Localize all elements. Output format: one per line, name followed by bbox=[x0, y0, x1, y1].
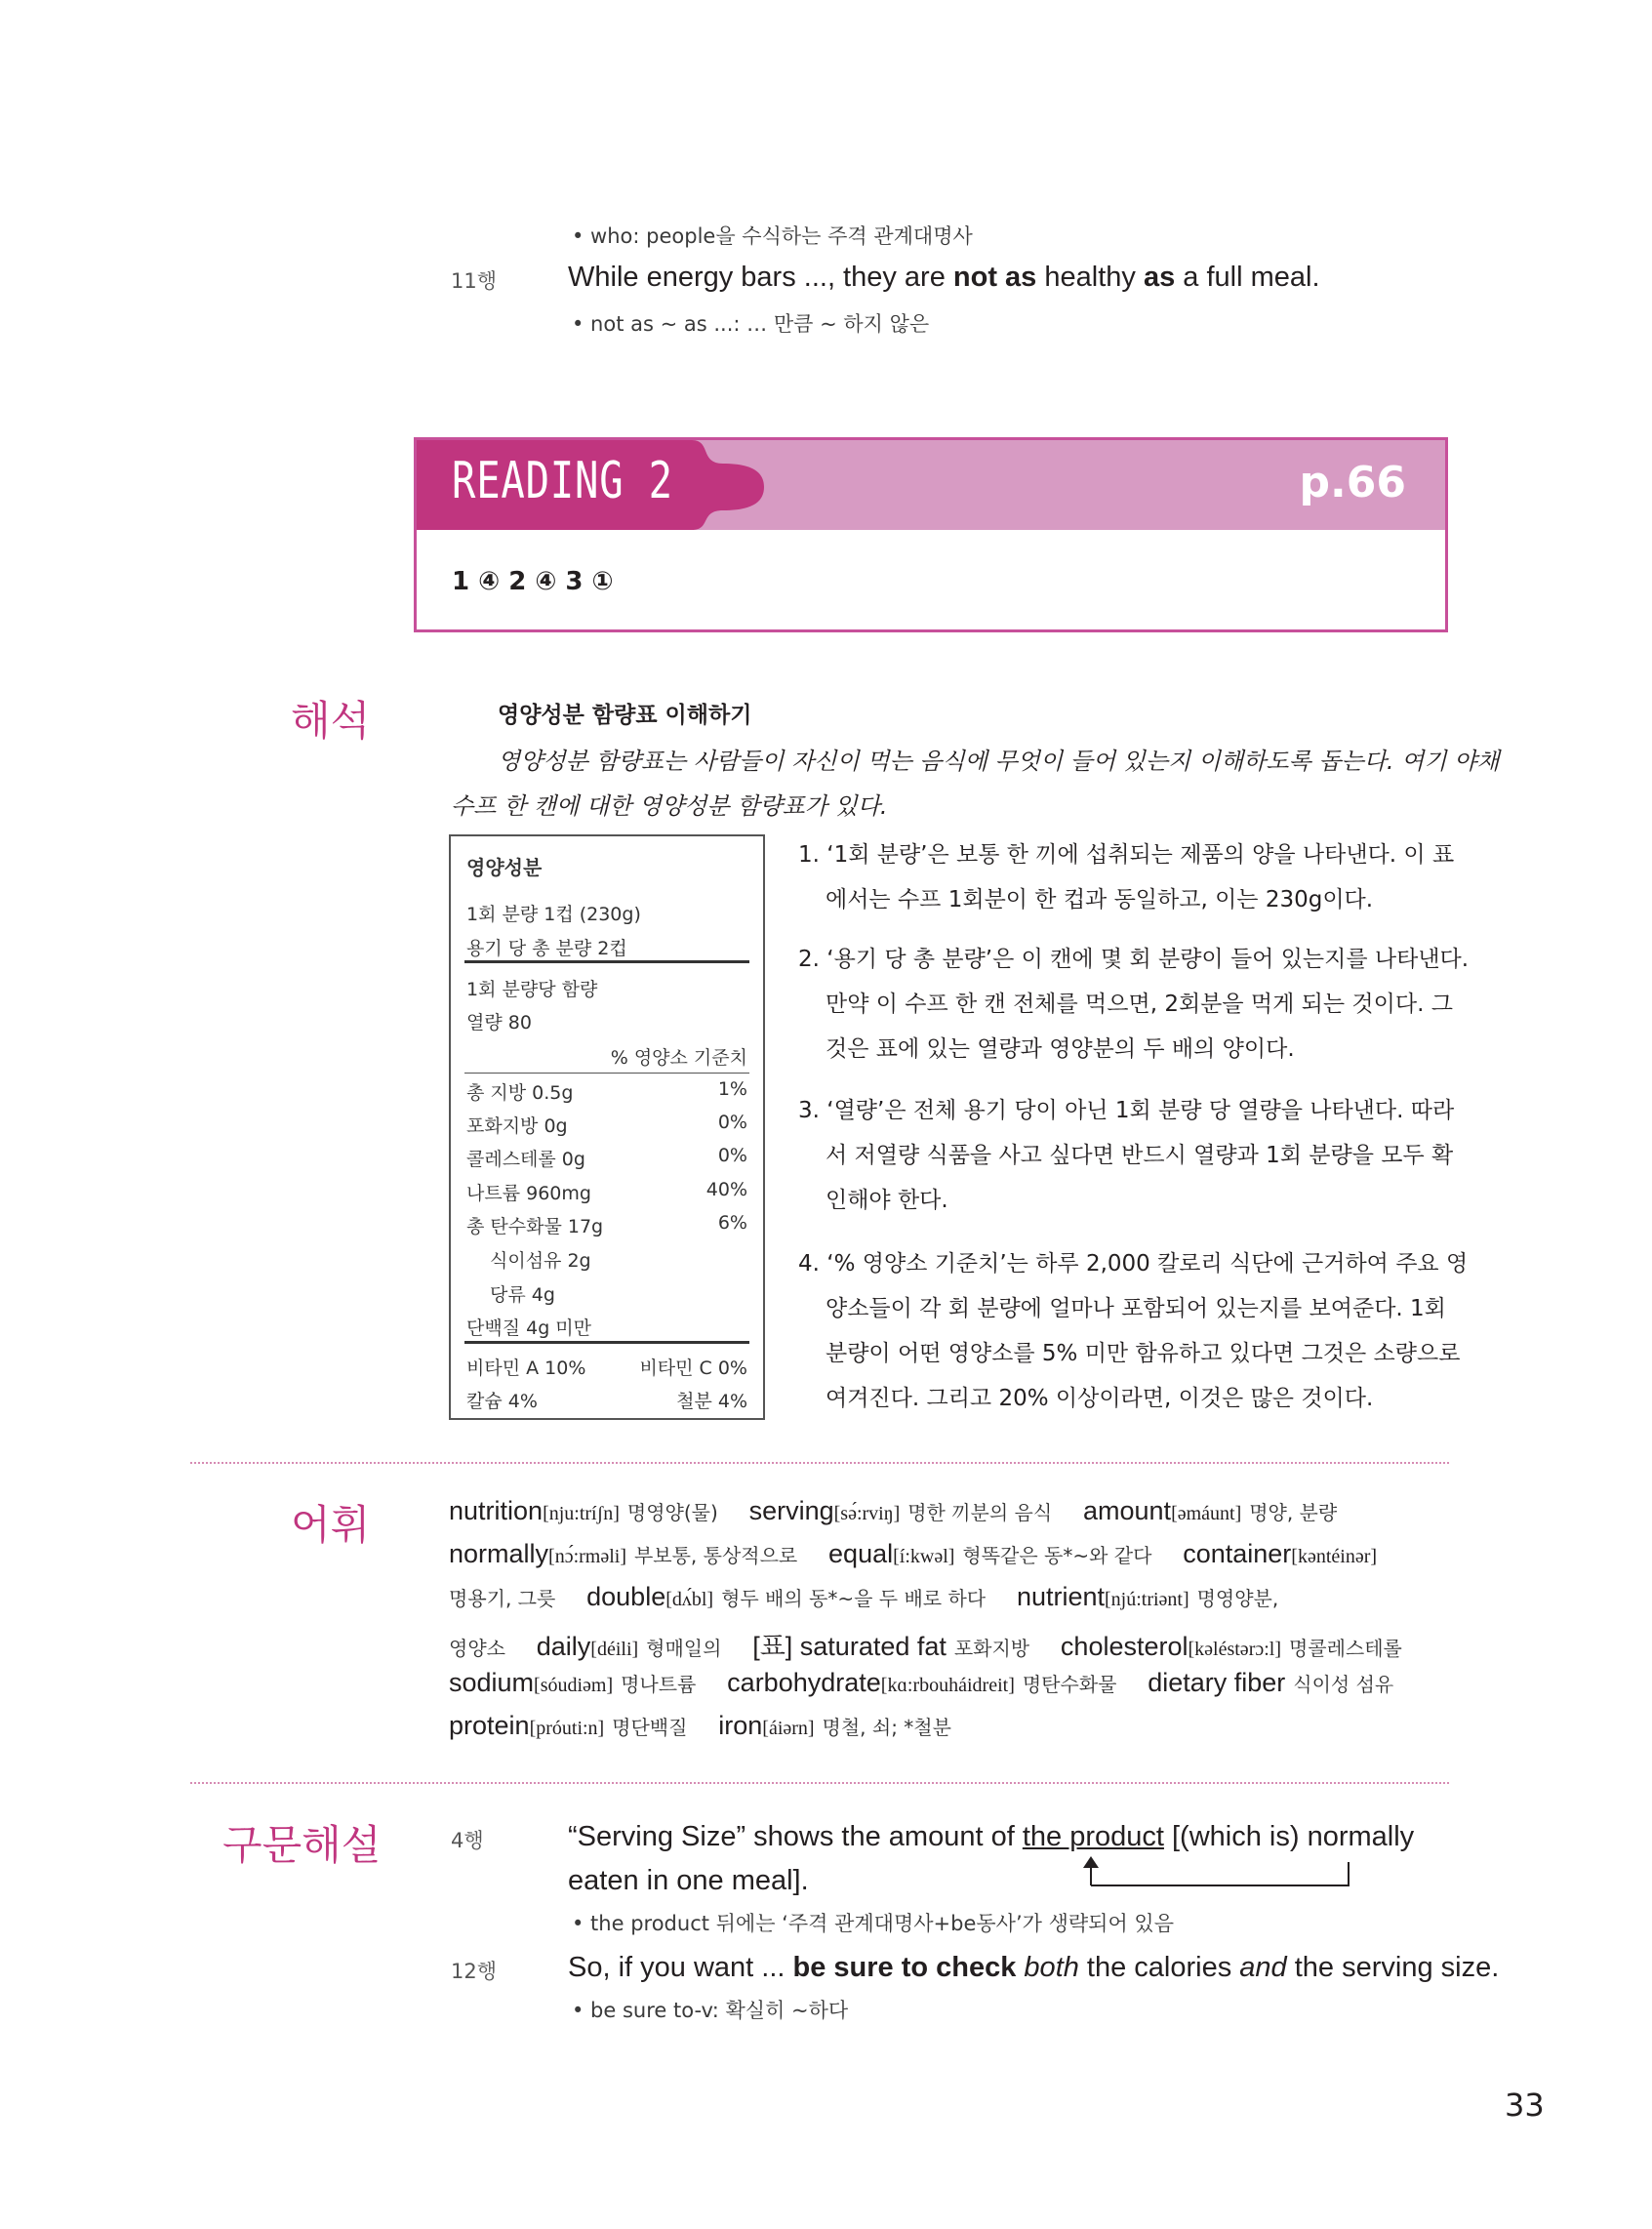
vocab-line bbox=[449, 1496, 1337, 1526]
label-nutrient-row bbox=[466, 1145, 747, 1171]
sentence-bold: as bbox=[1143, 262, 1176, 293]
vocab-word: iron bbox=[718, 1711, 763, 1740]
label-divider bbox=[464, 1341, 749, 1344]
sentence-italic: both bbox=[1016, 1952, 1079, 1983]
vocab-meaning: 명한 끼분의 음식 bbox=[907, 1501, 1053, 1524]
vocab-meaning: 영양소 bbox=[449, 1637, 505, 1660]
sentence-part: the serving size. bbox=[1286, 1952, 1500, 1983]
line-number: 12행 bbox=[451, 1960, 498, 1983]
explanation-line: 것은 표에 있는 열량과 영양분의 두 배의 양이다. bbox=[826, 1036, 1295, 1062]
explanation-item bbox=[798, 832, 1454, 922]
label-divider bbox=[464, 1073, 749, 1074]
nutrient-name: 콜레스테롤 0g bbox=[466, 1149, 585, 1170]
explanation-line: 서 저열량 식품을 사고 싶다면 반드시 열량과 1회 분량을 모두 확 bbox=[826, 1143, 1454, 1168]
vocab-pron: [sóudiəm] bbox=[534, 1675, 614, 1696]
vocab-word: nutrition bbox=[449, 1496, 544, 1525]
nutrient-pct: 0% bbox=[717, 1112, 747, 1133]
vocab-meaning: 식이성 섬유 bbox=[1293, 1673, 1394, 1696]
vocab-word: protein bbox=[449, 1711, 530, 1740]
sentence-part: the calories bbox=[1078, 1952, 1240, 1983]
explanation-line: 4. ‘% 영양소 기준치’는 하루 2,000 칼로리 식단에 근거하여 주요 영 bbox=[798, 1251, 1469, 1277]
reading-title: READING 2 bbox=[452, 452, 673, 510]
vocab-meaning: 명나트륨 bbox=[621, 1673, 697, 1696]
vocab-meaning: 명영양분, bbox=[1196, 1587, 1279, 1610]
label-calories: 열량 80 bbox=[466, 1012, 532, 1033]
vocab-pron: [nju:tríʃn] bbox=[543, 1503, 620, 1524]
usage-note: • be sure to-v: 확실히 ~하다 bbox=[572, 1999, 849, 2022]
section-heading-translation: 해석 bbox=[291, 697, 371, 745]
translation-title: 영양성분 함량표 이해하기 bbox=[498, 703, 752, 728]
nutrient-name: 총 지방 0.5g bbox=[466, 1082, 574, 1104]
vocab-word: normally bbox=[449, 1539, 549, 1568]
calcium: 칼슘 4% bbox=[466, 1391, 538, 1412]
label-nutrient-row bbox=[466, 1078, 747, 1105]
explanation-line: 인해야 한다. bbox=[826, 1188, 948, 1213]
vocab-meaning: 명철, 쇠; *철분 bbox=[822, 1716, 951, 1739]
label-per-serving: 1회 분량당 함량 bbox=[466, 979, 598, 1000]
explanation-line: 양소들이 각 회 분량에 얼마나 포함되어 있는지를 보여준다. 1회 bbox=[826, 1296, 1446, 1321]
vocab-pron: [sə́:rviŋ] bbox=[833, 1503, 901, 1524]
vocab-line bbox=[449, 1625, 1402, 1663]
explanation-line: 여겨진다. 그리고 20% 이상이라면, 이것은 많은 것이다. bbox=[826, 1386, 1374, 1411]
vocab-pron: [dʌ́bl] bbox=[665, 1589, 714, 1610]
section-divider bbox=[190, 1782, 1449, 1784]
reading-page-ref: p.66 bbox=[1299, 458, 1406, 507]
vocab-word: dietary fiber bbox=[1148, 1668, 1286, 1697]
vocab-word: [표] saturated fat bbox=[752, 1632, 947, 1661]
vocab-pron: [kəléstərɔ:l] bbox=[1188, 1639, 1281, 1660]
explanation-line: 2. ‘용기 당 총 분량’은 이 캔에 몇 회 분량이 들어 있는지를 나타낸다. bbox=[798, 947, 1470, 972]
antecedent: the product bbox=[1022, 1821, 1164, 1852]
explanation-line: 1. ‘1회 분량’은 보통 한 끼에 섭취되는 제품의 양을 나타낸다. 이 표 bbox=[798, 842, 1455, 868]
iron: 철분 4% bbox=[676, 1391, 747, 1412]
sentence-part: So, if you want ... bbox=[568, 1952, 793, 1983]
vocab-word: carbohydrate bbox=[727, 1668, 881, 1697]
vocab-meaning: 명영양(물) bbox=[626, 1501, 718, 1524]
label-serving: 1회 분량 1컵 (230g) bbox=[466, 904, 641, 925]
sentence-italic: and bbox=[1239, 1952, 1287, 1983]
vocab-word: equal bbox=[828, 1539, 894, 1568]
usage-note: • the product 뒤에는 ‘주격 관계대명사+be동사’가 생략되어 있음 bbox=[572, 1912, 1174, 1935]
vocab-meaning: 명탄수화물 bbox=[1022, 1673, 1117, 1696]
vitamin-a: 비타민 A 10% bbox=[466, 1358, 586, 1379]
vocab-pron: [kəntéinər] bbox=[1291, 1546, 1378, 1567]
label-nutrient-row bbox=[466, 1212, 747, 1238]
nutrient-name: 총 탄수화물 17g bbox=[466, 1216, 604, 1237]
example-sentence: eaten in one meal]. bbox=[568, 1865, 809, 1896]
vocab-word: container bbox=[1183, 1539, 1292, 1568]
label-protein: 단백질 4g 미만 bbox=[466, 1317, 591, 1339]
relative-clause-arrow-icon bbox=[1073, 1852, 1366, 1893]
vocab-word: daily bbox=[536, 1632, 591, 1661]
vocab-pron: [áiərn] bbox=[762, 1718, 815, 1739]
translation-intro: 수프 한 캔에 대한 영양성분 함량표가 있다. bbox=[451, 792, 888, 820]
vocab-pron: [déili] bbox=[590, 1639, 639, 1660]
dv-header-text: % 영양소 기준치 bbox=[610, 1047, 747, 1069]
vocab-meaning: 형매일의 bbox=[646, 1637, 722, 1660]
label-nutrient-row bbox=[466, 1112, 747, 1138]
nutrition-facts-label bbox=[449, 834, 765, 1420]
reading-header-bar bbox=[417, 440, 1445, 530]
section-heading-vocab: 어휘 bbox=[291, 1501, 371, 1549]
sentence-part: [(which is) normally bbox=[1163, 1821, 1415, 1852]
puzzle-tab-icon bbox=[672, 440, 780, 530]
explanation-line: 3. ‘열량’은 전체 용기 당이 아닌 1회 분량 당 열량을 나타낸다. 따라 bbox=[798, 1098, 1455, 1123]
sentence-bold: be sure to check bbox=[792, 1952, 1017, 1983]
reading-answer-box bbox=[414, 437, 1448, 632]
sentence-part: While energy bars ..., they are bbox=[568, 262, 953, 293]
vocab-pron: [əmáunt] bbox=[1171, 1503, 1242, 1524]
vitamin-c: 비타민 C 0% bbox=[639, 1358, 747, 1379]
usage-note: • who: people을 수식하는 주격 관계대명사 bbox=[572, 224, 973, 248]
nutrient-pct: 6% bbox=[717, 1212, 747, 1234]
example-sentence bbox=[568, 1952, 1499, 1984]
nutrient-name: 포화지방 0g bbox=[466, 1115, 568, 1137]
vocab-word: nutrient bbox=[1016, 1582, 1105, 1611]
vocab-word: sodium bbox=[449, 1668, 535, 1697]
vocab-meaning: 포화지방 bbox=[953, 1637, 1030, 1660]
example-sentence bbox=[568, 1821, 1414, 1853]
vocab-meaning: 부보통, 통상적으로 bbox=[633, 1544, 798, 1567]
line-number: 4행 bbox=[451, 1829, 484, 1852]
vocab-word: double bbox=[586, 1582, 666, 1611]
vocab-line bbox=[449, 1668, 1393, 1698]
vocab-word: amount bbox=[1083, 1496, 1172, 1525]
vocab-pron: [í:kwəl] bbox=[893, 1546, 955, 1567]
sentence-bold: not as bbox=[952, 262, 1037, 293]
vocab-pron: [próuti:n] bbox=[529, 1718, 605, 1739]
section-heading-syntax: 구문해설 bbox=[222, 1821, 382, 1869]
vocab-line bbox=[449, 1539, 1377, 1569]
vocab-meaning: 형똑같은 동*~와 같다 bbox=[962, 1544, 1152, 1567]
vocab-meaning: 명양, 분량 bbox=[1249, 1501, 1338, 1524]
vocab-pron: [nɔ́:rməli] bbox=[548, 1546, 626, 1567]
example-sentence bbox=[568, 262, 1320, 294]
explanation-line: 에서는 수프 1회분이 한 컵과 동일하고, 이는 230g이다. bbox=[826, 887, 1374, 912]
label-fiber: 식이섬유 2g bbox=[490, 1250, 591, 1272]
vocab-word: serving bbox=[748, 1496, 834, 1525]
sentence-part: a full meal. bbox=[1175, 262, 1320, 293]
label-minerals-row bbox=[466, 1387, 747, 1413]
answer-key: 1 ④ 2 ④ 3 ① bbox=[452, 567, 614, 596]
section-divider bbox=[190, 1462, 1449, 1464]
label-divider bbox=[464, 960, 749, 963]
nutrient-pct: 40% bbox=[705, 1179, 747, 1200]
translation-intro: 영양성분 함량표는 사람들이 자신이 먹는 음식에 무엇이 들어 있는지 이해하도록 돕는다. 여기 야채 bbox=[498, 748, 1500, 775]
label-nutrient-row bbox=[466, 1179, 747, 1205]
label-per-container: 용기 당 총 분량 2컵 bbox=[466, 938, 627, 959]
usage-note: • not as ~ as ...: … 만큼 ~ 하지 않은 bbox=[572, 312, 930, 336]
vocab-line bbox=[449, 1582, 1278, 1612]
nutrient-name: 나트륨 960mg bbox=[466, 1183, 591, 1204]
label-sugars: 당류 4g bbox=[490, 1284, 555, 1306]
vocab-pron: [kɑ:rbouháidreit] bbox=[880, 1675, 1015, 1696]
sentence-part: healthy bbox=[1036, 262, 1144, 293]
label-vitamins-row bbox=[466, 1354, 747, 1380]
vocab-meaning: 명단백질 bbox=[612, 1716, 688, 1739]
explanation-item bbox=[798, 937, 1469, 1072]
page-number: 33 bbox=[1505, 2087, 1545, 2124]
vocab-meaning: 명용기, 그릇 bbox=[449, 1587, 556, 1610]
explanation-item bbox=[798, 1241, 1468, 1421]
vocab-pron: [njú:triənt] bbox=[1105, 1589, 1189, 1610]
label-title: 영양성분 bbox=[466, 856, 543, 879]
vocab-word: cholesterol bbox=[1060, 1632, 1189, 1661]
vocab-line bbox=[449, 1711, 951, 1741]
explanation-line: 분량이 어떤 영양소를 5% 미만 함유하고 있다면 그것은 소량으로 bbox=[826, 1341, 1461, 1366]
vocab-meaning: 형두 배의 동*~을 두 배로 하다 bbox=[721, 1587, 987, 1610]
nutrient-pct: 0% bbox=[717, 1145, 747, 1166]
explanation-line: 만약 이 수프 한 캔 전체를 먹으면, 2회분을 먹게 되는 것이다. 그 bbox=[826, 992, 1453, 1017]
sentence-part: “Serving Size” shows the amount of bbox=[568, 1821, 1023, 1852]
nutrient-pct: 1% bbox=[717, 1078, 747, 1100]
line-number: 11행 bbox=[451, 269, 498, 293]
explanation-item bbox=[798, 1088, 1454, 1223]
vocab-meaning: 명콜레스테롤 bbox=[1288, 1637, 1402, 1660]
